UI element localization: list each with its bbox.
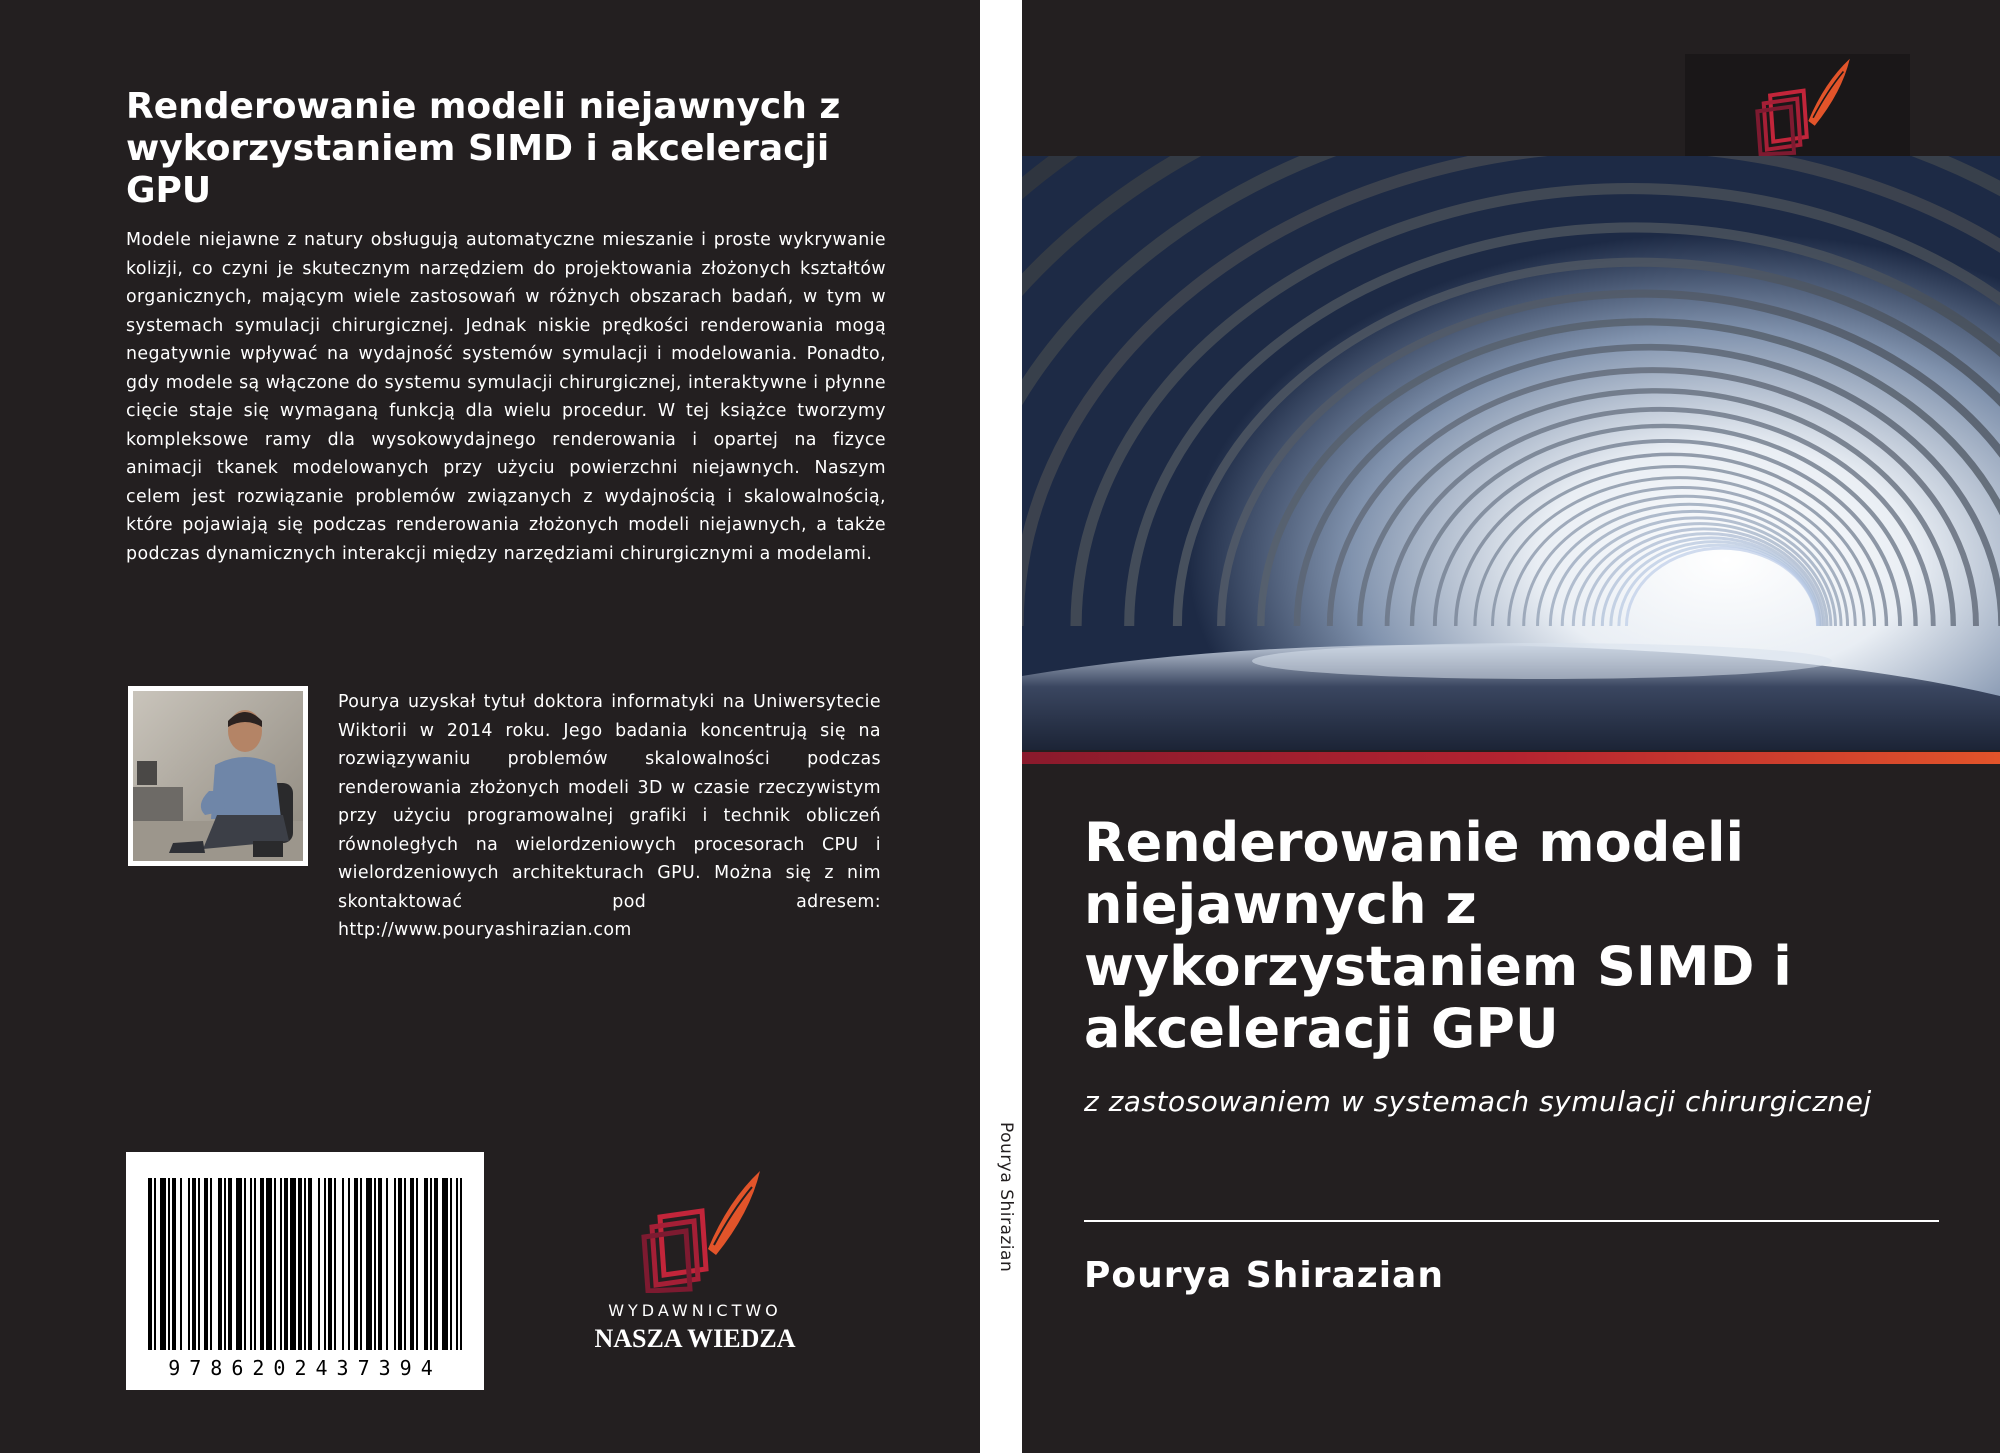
back-cover-title: Renderowanie modeli niejawnych z wykorzystaniem SIMD i akceleracji GPU [126, 86, 841, 211]
publisher-name-line1: WYDAWNICTWO [608, 1301, 782, 1320]
front-cover-author: Pourya Shirazian [1084, 1255, 1444, 1296]
back-publisher-logo [575, 1165, 815, 1353]
spine-author-label: Pourya Shirazian [996, 1122, 1016, 1273]
publisher-name-line2: NASZA WIEDZA [594, 1324, 796, 1353]
cover-tunnel-image [1022, 156, 2000, 750]
spine-author-text [988, 1122, 1016, 1302]
back-cover-blurb: Modele niejawne z natury obsługują automatyczne mieszanie i proste wykrywanie kolizji, co czyni je skutecznym narzędziem do projektowania złożonych kształtów organicznych, mającym wiele zastosowań w różnych obszarach badań, w tym w systemach symulacji chirurgicznej. Jednak niskie prędkości renderowania mogą negatywnie wpływać na wydajność systemów symulacji i modelowania. Ponadto, gdy modele są włączone do systemu symulacji chirurgicznej, interaktywne i płynne cięcie staje się wymaganą funkcją dla wielu procedur. W tej książce tworzymy kompleksowe ramy dla wysokowydajnego renderowania i opartej na fizyce animacji tkanek modelowanych przy użyciu powierzchni niejawnych. Naszym celem jest rozwiązanie problemów związanych z wydajnością i skalowalnością, które pojawiają się podczas renderowania złożonych modeli niejawnych, a także podczas dynamicznych interakcji między narzędziami chirurgicznymi a modelami. [126, 230, 886, 564]
barcode-digits: 9786202437394 [168, 1356, 442, 1380]
front-cover-subtitle: z zastosowaniem w systemach symulacji chirurgicznej [1084, 1085, 1872, 1118]
front-cover-title: Renderowanie modeli niejawnych z wykorzystaniem SIMD i akceleracji GPU [1084, 811, 1792, 1060]
front-divider [1084, 1220, 1939, 1222]
book-quill-icon [1738, 54, 1858, 156]
barcode-bars [126, 1152, 484, 1390]
isbn-barcode [126, 1152, 484, 1390]
author-bio: Pourya uzyskał tytuł doktora informatyki na Uniwersytecie Wiktorii w 2014 roku. Jego badania koncentrują się na rozwiązywaniu problemów skalowalności podczas renderowania złożonych modeli 3D w czasie rzeczywistym przy użyciu programowalnej grafiki i technik obliczeń równoległych na wielordzeniowych procesorach CPU i wielordzeniowych architekturach GPU. Można się z nim skontaktować pod adresem: http://www.pouryashirazian.com [338, 692, 881, 940]
tunnel-illustration [1022, 156, 2000, 750]
author-photo-image [133, 691, 303, 861]
book-quill-icon [620, 1165, 770, 1293]
cover-accent-bar [1022, 752, 2000, 764]
author-photo [128, 686, 308, 866]
